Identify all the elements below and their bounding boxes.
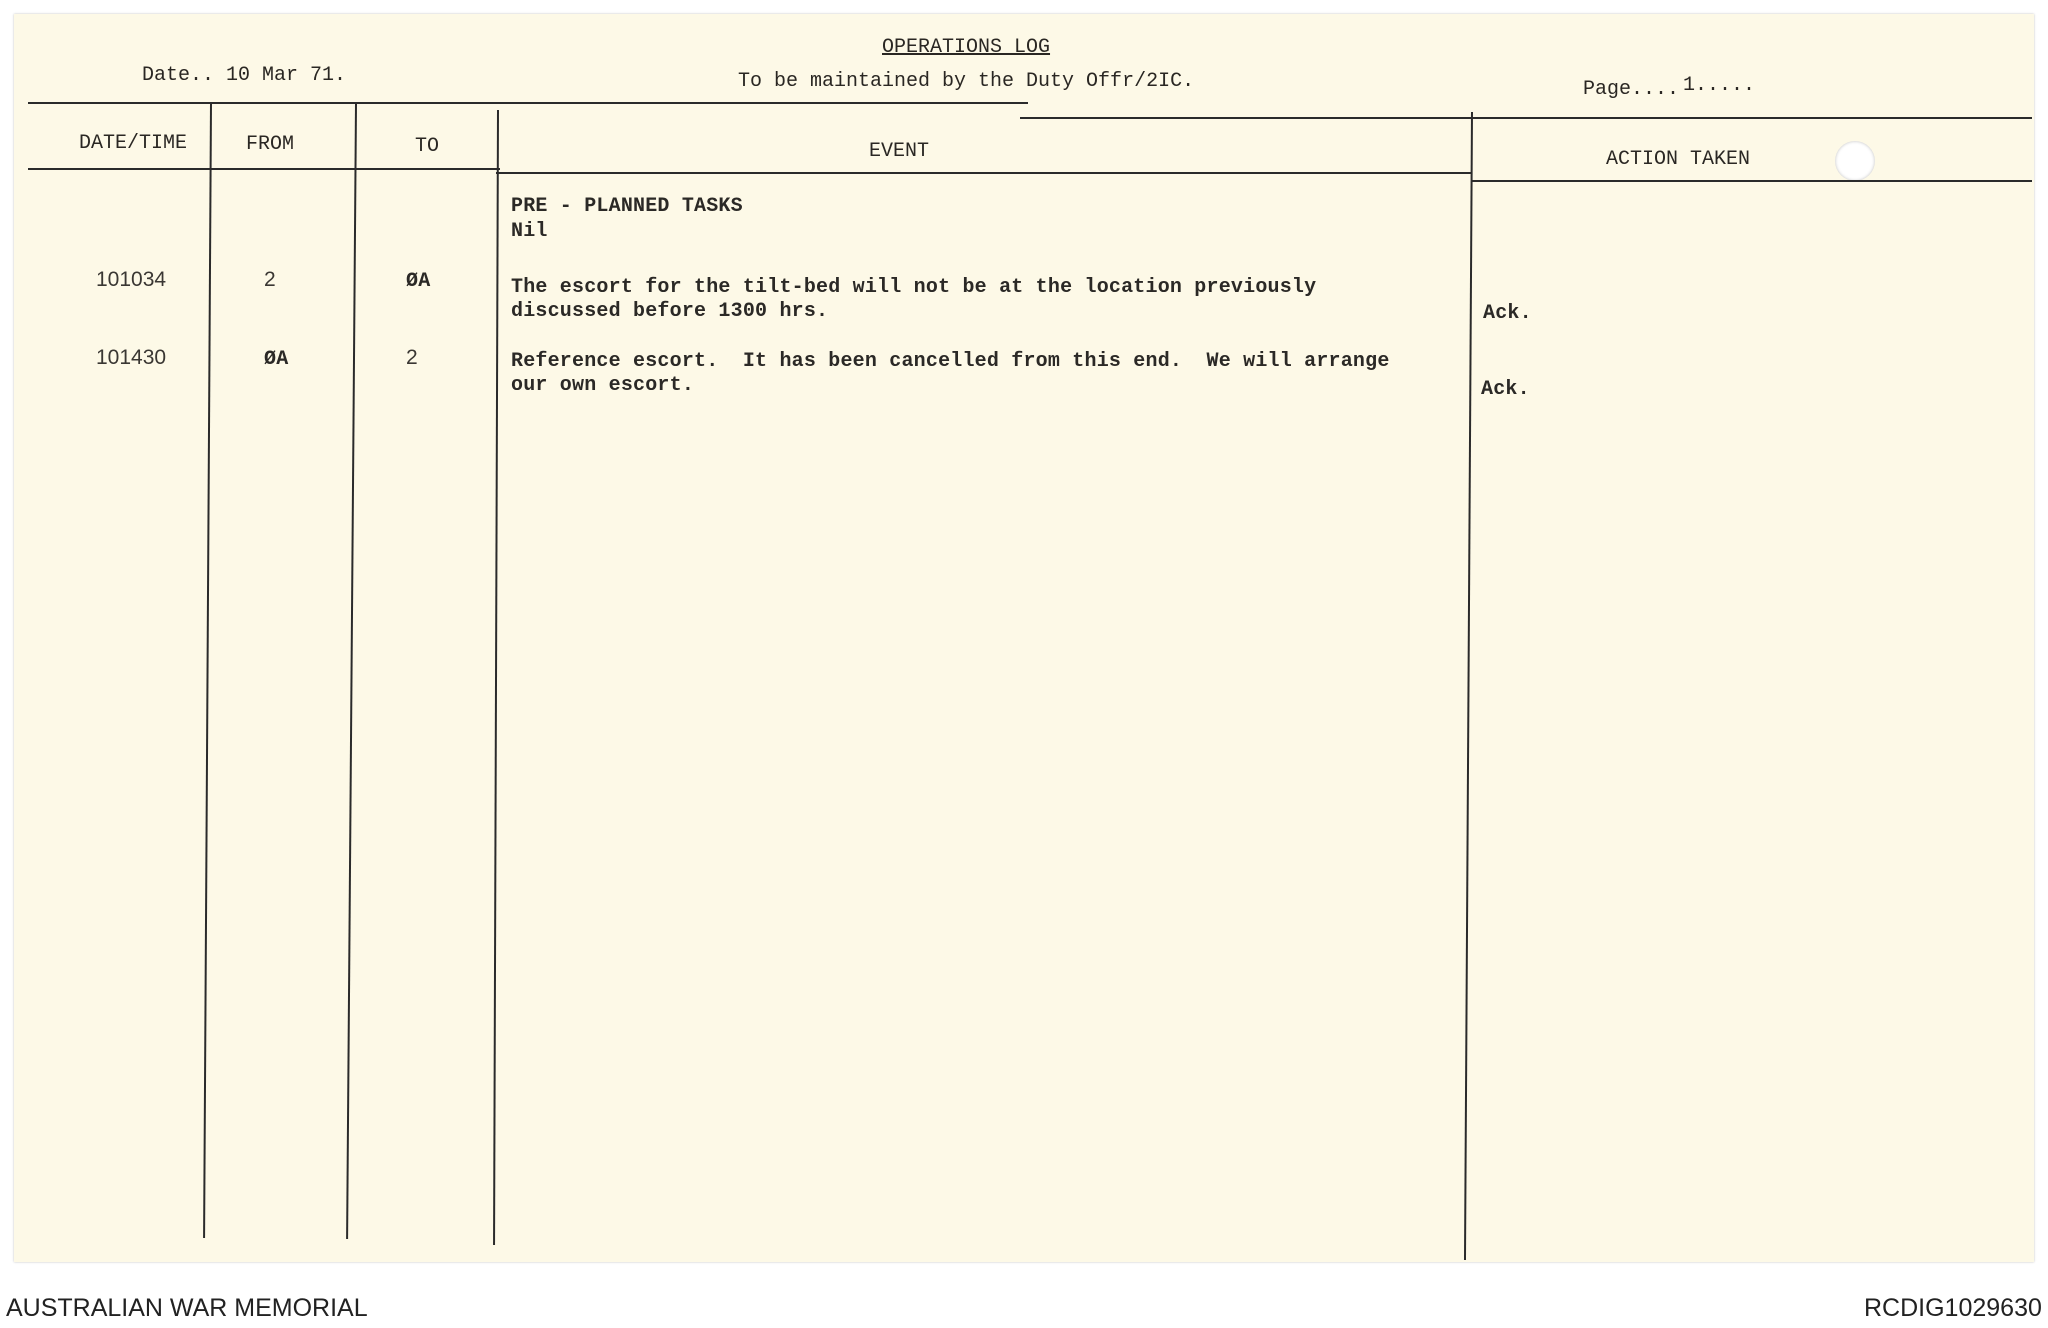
entry-datetime: 101430: [96, 346, 167, 369]
entry-datetime: 101034: [96, 268, 167, 291]
entry-event-line: The escort for the tilt-bed will not be at the location previously: [511, 276, 1317, 299]
entry-event-line: Reference escort. It has been cancelled from this end. We will arrange: [511, 350, 1390, 373]
preplanned-heading: PRE - PLANNED TASKS: [511, 195, 743, 218]
archive-credit: AUSTRALIAN WAR MEMORIAL: [6, 1294, 368, 1322]
entry-to: 2: [406, 346, 418, 369]
entry-from: 2: [264, 268, 276, 291]
entry-to: ØA: [406, 270, 431, 293]
header-top-rule-left: [28, 102, 1028, 104]
log-sheet: [14, 14, 2034, 1262]
log-subtitle: To be maintained by the Duty Offr/2IC.: [738, 70, 1195, 93]
page-label: Page....: [1583, 78, 1680, 101]
column-header-action: ACTION TAKEN: [1606, 148, 1751, 171]
column-header-to: TO: [415, 135, 440, 158]
entry-action: Ack.: [1483, 302, 1532, 325]
column-header-from: FROM: [246, 133, 295, 156]
preplanned-text: Nil: [511, 220, 548, 243]
entry-action: Ack.: [1481, 378, 1530, 401]
header-top-rule-right: [1020, 117, 2032, 119]
entry-from: ØA: [264, 348, 289, 371]
date-value: 10 Mar 71.: [226, 64, 347, 87]
punch-hole: [1835, 141, 1875, 181]
log-title: OPERATIONS LOG: [882, 36, 1051, 59]
header-bottom-rule-left: [28, 168, 500, 170]
entry-event-line: discussed before 1300 hrs.: [511, 300, 829, 323]
column-header-event: EVENT: [869, 140, 930, 163]
entry-event-line: our own escort.: [511, 374, 695, 397]
date-label: Date..: [142, 64, 215, 87]
header-bottom-rule-right: [1472, 180, 2032, 182]
page-number: 1.....: [1683, 74, 1756, 97]
header-bottom-rule-mid: [496, 172, 1472, 174]
archive-reference: RCDIG1029630: [1864, 1294, 2042, 1322]
column-header-datetime: DATE/TIME: [79, 132, 188, 155]
